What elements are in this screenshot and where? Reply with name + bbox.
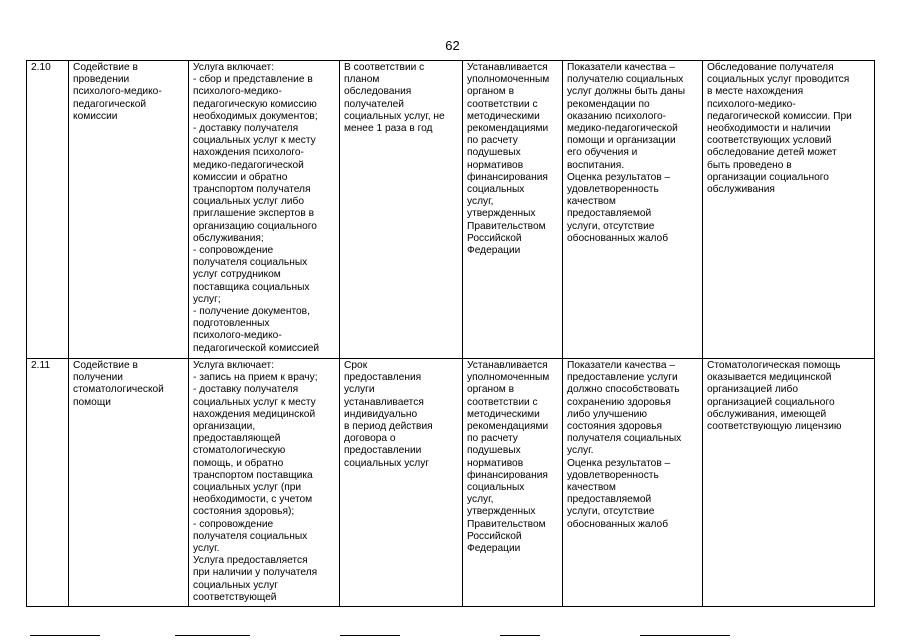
service-name-cell: Содействие в проведении психолого-медико- педагогической комиссии	[69, 61, 189, 359]
service-name-cell: Содействие в получении стоматологической помощи	[69, 359, 189, 607]
service-quality-cell: Показатели качества – предоставление услуги должно способствовать сохранению здоровья либо улучшению состояния здоровья получателя социальных услуг. Оценка результатов – удовлетворенность качеством предоставляемой услуги, отсутствие обоснованных жалоб	[563, 359, 703, 607]
footer-rule	[175, 635, 250, 636]
row-number-cell: 2.10	[27, 61, 69, 359]
service-terms-cell: В соответствии с планом обследования получателей социальных услуг, не менее 1 раза в год	[340, 61, 463, 359]
footer-rule	[500, 635, 540, 636]
service-norms-cell: Устанавливается уполномоченным органом в соответствии с методическими рекомендациями по расчету подушевых нормативов финансирования социальных услуг, утвержденных Правительством Российской Федерации	[463, 61, 563, 359]
service-content-cell: Услуга включает: - запись на прием к врачу; - доставку получателя социальных услуг к месту нахождения медицинской организации, предоставляющей стоматологическую помощь, и обратно транспортом поставщика социальных услуг (при необходимости, с учетом состояния здоровья); - сопровождение получателя социальных услуг. Услуга предоставляется при наличии у получателя социальных услуг соответствующей	[189, 359, 340, 607]
footer-rule	[640, 635, 730, 636]
service-terms-cell: Срок предоставления услуги устанавливается индивидуально в период действия договора о предоставлении социальных услуг	[340, 359, 463, 607]
service-quality-cell: Показатели качества – получателю социальных услуг должны быть даны рекомендации по оказанию психолого- медико-педагогической помощи и организации его обучения и воспитания. Оценка результатов – удовлетворенность качеством предоставляемой услуги, отсутствие обоснованных жалоб	[563, 61, 703, 359]
services-table	[26, 60, 875, 607]
service-norms-cell: Устанавливается уполномоченным органом в соответствии с методическими рекомендациями по расчету подушевых нормативов финансирования социальных услуг, утвержденных Правительством Российской Федерации	[463, 359, 563, 607]
row-number-cell: 2.11	[27, 359, 69, 607]
table-row	[27, 359, 875, 607]
footer-rule	[340, 635, 400, 636]
table-row	[27, 61, 875, 359]
service-conditions-cell: Стоматологическая помощь оказывается медицинской организацией либо организацией социального обслуживания, имеющей соответствующую лицензию	[703, 359, 875, 607]
footer-rule	[30, 635, 100, 636]
page-number: 62	[445, 38, 460, 53]
service-conditions-cell: Обследование получателя социальных услуг проводится в месте нахождения психолого-медико- педагогической комиссии. При необходимости и наличии соответствующих условий обследование детей может быть проведено в организации социального обслуживания	[703, 61, 875, 359]
service-content-cell: Услуга включает: - сбор и представление в психолого-медико- педагогическую комиссию необходимых документов; - доставку получателя социальных услуг к месту нахождения психолого- медико-педагогической комиссии и обратно транспортом получателя социальных услуг либо приглашение экспертов в организацию социального обслуживания; - сопровождение получателя социальных услуг сотрудником поставщика социальных услуг; - получение документов, подготовленных психолого-медико- педагогической комиссией	[189, 61, 340, 359]
